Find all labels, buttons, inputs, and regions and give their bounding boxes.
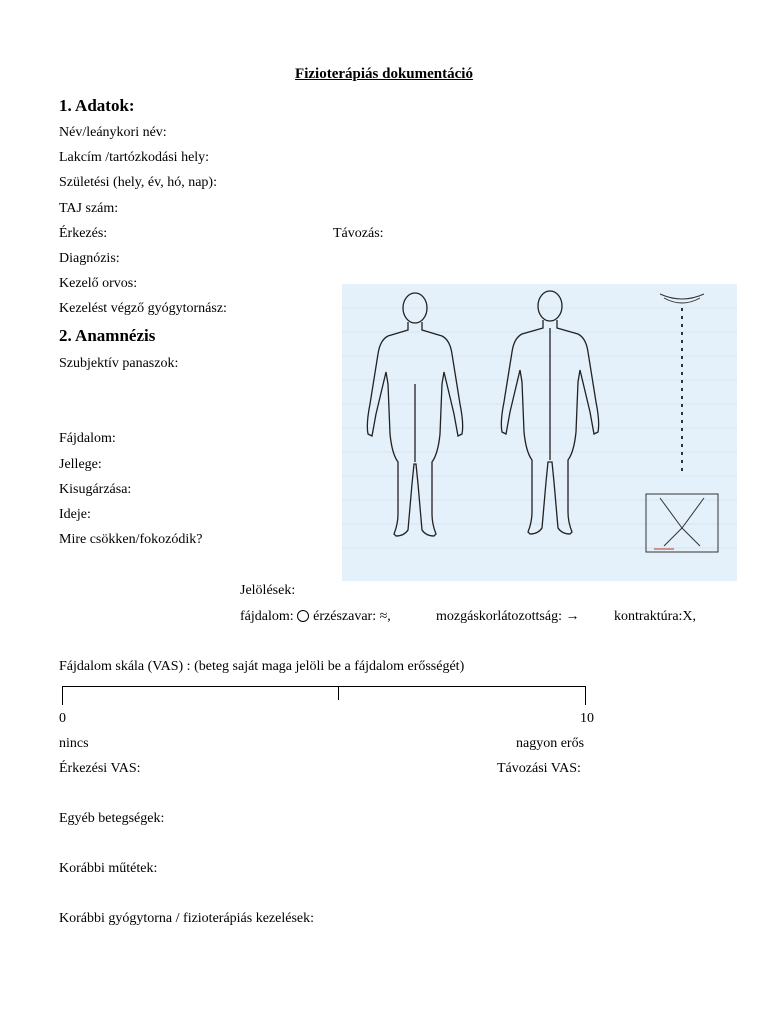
legend-pain: fájdalom: xyxy=(240,609,294,624)
vas-min: 0 xyxy=(59,711,66,726)
vas-title: Fájdalom skála (VAS) : (beteg saját maga jelöli be a fájdalom erősségét) xyxy=(59,659,465,674)
legend-sensory: érzészavar: ≈, xyxy=(313,609,391,624)
field-name: Név/leánykori név: xyxy=(59,125,167,140)
field-prior-surgeries: Korábbi műtétek: xyxy=(59,861,158,876)
field-taj: TAJ szám: xyxy=(59,201,119,216)
field-complaints: Szubjektív panaszok: xyxy=(59,356,179,371)
vas-arrival: Érkezési VAS: xyxy=(59,761,141,776)
legend-contracture: kontraktúra:X, xyxy=(614,609,697,624)
vas-departure: Távozási VAS: xyxy=(497,761,581,776)
body-chart-figure xyxy=(342,284,737,581)
vas-max: 10 xyxy=(580,711,594,726)
body-chart-drawing xyxy=(342,284,737,581)
field-modifiers: Mire csökken/fokozódik? xyxy=(59,532,203,547)
field-pain: Fájdalom: xyxy=(59,431,116,446)
section-heading-data: 1. Adatok: xyxy=(59,96,135,115)
circle-icon xyxy=(297,610,309,622)
field-departure: Távozás: xyxy=(333,226,384,241)
legend-pain-row xyxy=(240,608,391,626)
field-address: Lakcím /tartózkodási hely: xyxy=(59,150,210,165)
spine-diagram xyxy=(646,294,718,552)
legend-title: Jelölések: xyxy=(240,583,296,598)
vas-tick-start xyxy=(62,686,63,705)
vas-tick-end xyxy=(585,686,586,705)
field-radiation: Kisugárzása: xyxy=(59,482,132,497)
field-therapist: Kezelést végző gyógytornász: xyxy=(59,301,227,316)
section-heading-anamnesis: 2. Anamnézis xyxy=(59,326,156,345)
vas-scale-line[interactable] xyxy=(62,686,586,687)
back-body-outline xyxy=(501,291,598,534)
field-prior-treatments: Korábbi gyógytorna / fizioterápiás kezelések: xyxy=(59,911,315,926)
field-other-diseases: Egyéb betegségek: xyxy=(59,811,165,826)
field-diagnosis: Diagnózis: xyxy=(59,251,120,266)
vas-min-label: nincs xyxy=(59,736,89,751)
field-arrival: Érkezés: xyxy=(59,226,108,241)
field-doctor: Kezelő orvos: xyxy=(59,276,138,291)
document-title: Fizioterápiás dokumentáció xyxy=(295,66,473,82)
field-time: Ideje: xyxy=(59,507,91,522)
vas-tick-middle xyxy=(338,686,339,700)
field-birth: Születési (hely, év, hó, nap): xyxy=(59,175,217,190)
field-character: Jellege: xyxy=(59,457,102,472)
vas-max-label: nagyon erős xyxy=(516,736,585,751)
legend-mobility: mozgáskorlátozottság: → xyxy=(436,609,580,624)
